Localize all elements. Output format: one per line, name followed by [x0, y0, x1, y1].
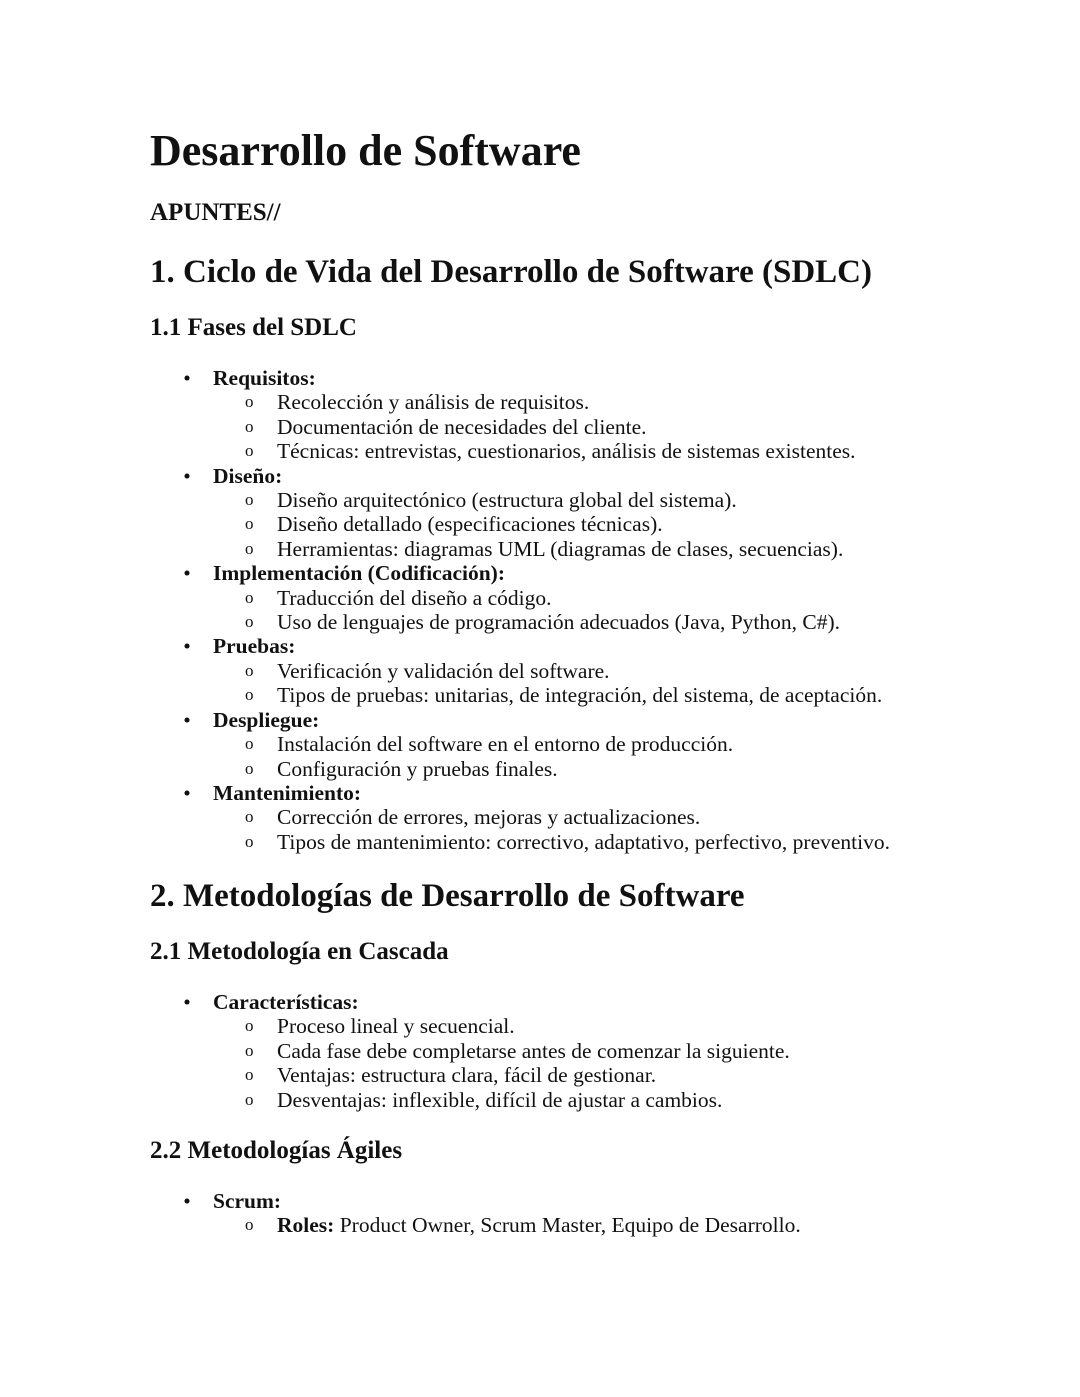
fases-list [150, 366, 890, 854]
circle-bullet-icon: o [245, 490, 254, 510]
circle-bullet-icon: o [245, 538, 254, 558]
sub-list-item: o Instalación del software en el entorno de producción. [245, 732, 734, 757]
circle-bullet-icon: o [245, 1040, 254, 1060]
sub-list-item: o Uso de lenguajes de programación adecuados (Java, Python, C#). [245, 610, 841, 635]
section-heading-metodologias: 2. Metodologías de Desarrollo de Software [150, 878, 745, 914]
sub-list-item: o Tipos de pruebas: unitarias, de integración, del sistema, de aceptación. [245, 683, 883, 708]
circle-bullet-icon: o [245, 416, 254, 436]
sub-list-item: o Recolección y análisis de requisitos. [245, 390, 590, 415]
list-item-label: Diseño: [213, 463, 283, 488]
sub-list-item: o Configuración y pruebas finales. [245, 756, 558, 781]
list-item-label: Despliegue: [213, 707, 320, 732]
sub-list-item: o Diseño detallado (especificaciones técnicas). [245, 512, 663, 537]
circle-bullet-icon: o [245, 612, 254, 632]
list-item [150, 990, 790, 1112]
list-item [150, 561, 841, 635]
bullet-icon: • [183, 990, 191, 1014]
subsection-heading-agiles: 2.2 Metodologías Ágiles [150, 1137, 403, 1164]
circle-bullet-icon: o [245, 1065, 254, 1085]
bullet-icon: • [183, 366, 191, 390]
sub-list-item: o Proceso lineal y secuencial. [245, 1014, 515, 1039]
circle-bullet-icon: o [245, 392, 254, 412]
bullet-icon: • [183, 561, 191, 586]
list-item-label: Requisitos: [213, 366, 316, 390]
bullet-icon: • [183, 463, 191, 488]
sub-list-item: o Tipos de mantenimiento: correctivo, adaptativo, perfectivo, preventivo. [245, 829, 890, 854]
sub-list-item: o Diseño arquitectónico (estructura global del sistema). [245, 488, 737, 513]
circle-bullet-icon: o [245, 441, 254, 461]
list-item-label: Implementación (Codificación): [213, 561, 506, 586]
section-heading-sdlc: 1. Ciclo de Vida del Desarrollo de Software (SDLC) [150, 254, 872, 290]
list-item [150, 708, 763, 781]
agiles-list [150, 1189, 801, 1238]
sub-list-item: o Corrección de errores, mejoras y actualizaciones. [245, 805, 701, 830]
bullet-icon: • [183, 707, 191, 732]
circle-bullet-icon: o [245, 660, 254, 680]
bullet-icon: • [183, 780, 191, 805]
sub-list-item: o Verificación y validación del software. [245, 658, 610, 683]
circle-bullet-icon: o [245, 1215, 254, 1235]
sub-list-item: o Herramientas: diagramas UML (diagramas de clases, secuencias). [245, 536, 844, 561]
document-title: Desarrollo de Software [150, 126, 581, 175]
circle-bullet-icon: o [245, 758, 254, 778]
sub-list-item: o Roles: Product Owner, Scrum Master, Equipo de Desarrollo. [245, 1213, 801, 1238]
list-item-label: Pruebas: [213, 634, 296, 659]
circle-bullet-icon: o [245, 734, 254, 754]
list-item-label: Características: [213, 990, 359, 1014]
sub-list-item: o Documentación de necesidades del cliente. [245, 414, 647, 439]
sub-list-item: o Desventajas: inflexible, difícil de ajustar a cambios. [245, 1087, 723, 1112]
subsection-heading-cascada: 2.1 Metodología en Cascada [150, 938, 449, 965]
list-item [150, 1189, 801, 1238]
list-item [150, 780, 890, 854]
circle-bullet-icon: o [245, 685, 254, 705]
bullet-icon: • [183, 634, 191, 659]
sub-list-item: o Cada fase debe completarse antes de comenzar la siguiente. [245, 1038, 790, 1063]
list-item-label: Scrum: [213, 1189, 282, 1213]
bullet-icon: • [183, 1189, 191, 1213]
circle-bullet-icon: o [245, 1089, 254, 1109]
circle-bullet-icon: o [245, 1016, 254, 1036]
list-item [150, 634, 883, 708]
circle-bullet-icon: o [245, 514, 254, 534]
document-subtitle: APUNTES// [150, 199, 281, 226]
subsection-heading-fases: 1.1 Fases del SDLC [150, 314, 357, 341]
list-item [150, 463, 844, 562]
sub-list-item: o Traducción del diseño a código. [245, 585, 552, 610]
list-item-label: Mantenimiento: [213, 780, 362, 805]
circle-bullet-icon: o [245, 587, 254, 607]
cascada-list [150, 990, 790, 1112]
circle-bullet-icon: o [245, 807, 254, 827]
sub-list-item: o Ventajas: estructura clara, fácil de gestionar. [245, 1063, 657, 1088]
list-item [150, 366, 856, 464]
circle-bullet-icon: o [245, 831, 254, 851]
sub-list-item: o Técnicas: entrevistas, cuestionarios, análisis de sistemas existentes. [245, 439, 856, 464]
roles-label: Roles: [277, 1213, 335, 1238]
